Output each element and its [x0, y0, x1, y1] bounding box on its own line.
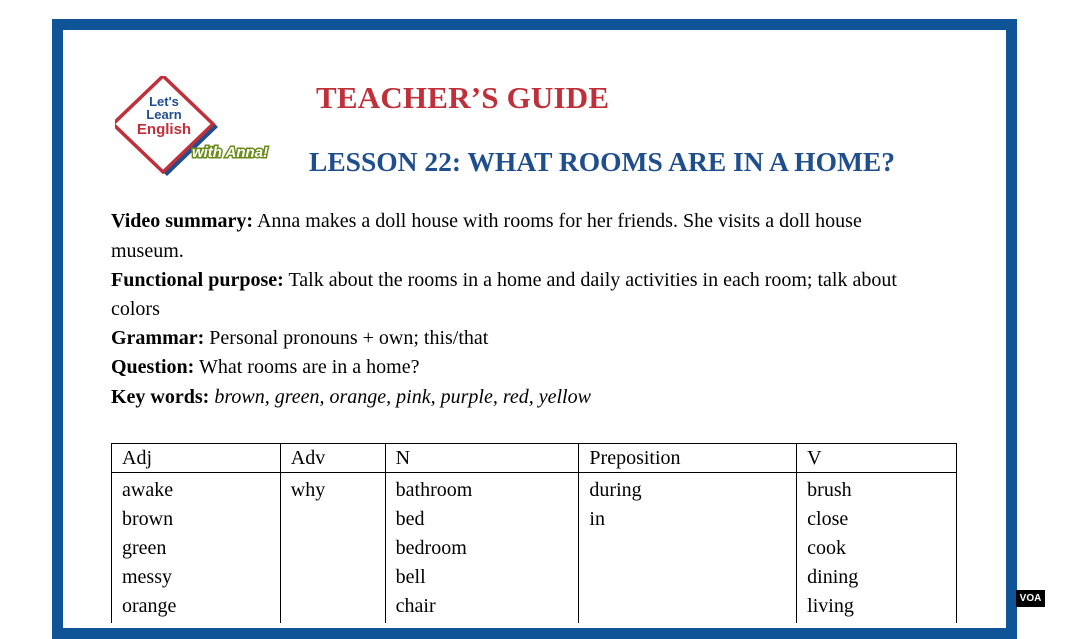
functional-purpose-label: Functional purpose:: [111, 269, 284, 291]
table-cell: why: [290, 479, 326, 501]
video-summary-line-1: [111, 210, 862, 233]
header-adv: Adv: [280, 444, 385, 473]
question-label: Question:: [111, 356, 195, 378]
logo-line-3: English: [136, 121, 192, 138]
question-text: What rooms are in a home?: [198, 356, 420, 378]
video-summary-line-2: museum.: [111, 240, 184, 262]
key-words-text: brown, green, orange, pink, purple, red, yellow: [214, 386, 591, 408]
table-cell: dining: [807, 566, 859, 588]
table-cell: bell: [395, 566, 426, 588]
table-cell: brown: [122, 508, 174, 530]
question-line: [111, 356, 419, 379]
table-header-row: [112, 444, 957, 473]
n-column: [385, 473, 579, 624]
vocabulary-table: [111, 443, 957, 623]
logo-subtitle: with Anna!: [191, 144, 269, 161]
table-cell: messy: [122, 566, 172, 588]
table-cell: close: [807, 508, 849, 530]
functional-purpose-text: Talk about the rooms in a home and daily activities in each room; talk about: [288, 269, 897, 291]
header-v: V: [797, 444, 957, 473]
v-column: [797, 473, 957, 624]
adj-column: [112, 473, 281, 624]
grammar-line: [111, 327, 488, 350]
table-cell: awake: [122, 479, 174, 501]
table-cell: cook: [807, 537, 847, 559]
table-row: [112, 473, 957, 624]
key-words-label: Key words:: [111, 386, 210, 408]
functional-purpose-line-2: colors: [111, 298, 160, 320]
video-summary-text: Anna makes a doll house with rooms for her friends. She visits a doll house: [256, 210, 862, 232]
functional-purpose-line-1: [111, 269, 897, 292]
grammar-label: Grammar:: [111, 327, 205, 349]
header-n: N: [385, 444, 579, 473]
table-cell: orange: [122, 595, 177, 617]
logo-line-2: Learn: [146, 107, 182, 122]
header-preposition: Preposition: [579, 444, 797, 473]
table-cell: green: [122, 537, 167, 559]
table-cell: during: [589, 479, 642, 501]
table-cell: chair: [395, 595, 436, 617]
table-cell: bathroom: [395, 479, 473, 501]
table-cell: bed: [395, 508, 425, 530]
table-cell: brush: [807, 479, 852, 501]
voa-badge: VOA: [1016, 590, 1045, 607]
lets-learn-english-logo: [115, 76, 275, 176]
table-cell: in: [589, 508, 605, 530]
adv-column: [280, 473, 385, 624]
key-words-line: [111, 386, 591, 409]
logo-line-1: Let's: [149, 94, 179, 109]
table-cell: living: [807, 595, 854, 617]
page-title: TEACHER’S GUIDE: [316, 80, 610, 115]
table-cell: bedroom: [395, 537, 467, 559]
grammar-text: Personal pronouns + own; this/that: [209, 327, 489, 349]
lesson-title: LESSON 22: WHAT ROOMS ARE IN A HOME?: [309, 146, 896, 177]
preposition-column: [579, 473, 797, 624]
header-adj: Adj: [112, 444, 281, 473]
video-summary-label: Video summary:: [111, 210, 254, 232]
